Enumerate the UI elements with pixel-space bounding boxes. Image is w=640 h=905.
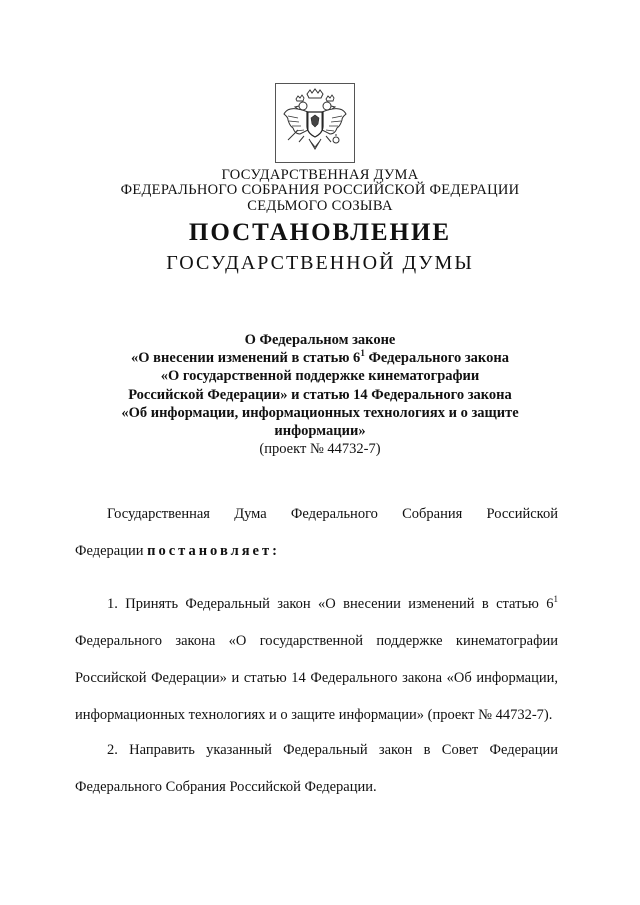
coat-of-arms-icon bbox=[275, 83, 355, 163]
law-title-line-5: «Об информации, информационных технологиях и о защите bbox=[121, 404, 519, 421]
header-duma: ГОСУДАРСТВЕННАЯ ДУМА bbox=[221, 167, 419, 183]
postanovlyaet-word: постановляет: bbox=[147, 543, 280, 559]
law-title-line-1: О Федеральном законе bbox=[244, 332, 396, 348]
item-1-line-1: 1. Принять Федеральный закон «О внесении изменений в статью $6^1$ bbox=[107, 594, 558, 612]
law-title-line-4: Российской Федерации» и статью 14 Федерального закона bbox=[128, 386, 512, 403]
preamble-paragraph bbox=[75, 506, 558, 580]
law-title-line-3: «О государственной поддержке кинематографии bbox=[160, 368, 480, 385]
item-1-line-3: Российской Федерации» и статью 14 Федерального закона «Об информации, bbox=[75, 670, 558, 686]
document-title: ПОСТАНОВЛЕНИЕ bbox=[188, 219, 452, 246]
header-federal-assembly: ФЕДЕРАЛЬНОГО СОБРАНИЯ РОССИЙСКОЙ ФЕДЕРАЦИИ bbox=[120, 182, 520, 198]
project-number: (проект № 44732-7) bbox=[259, 441, 381, 458]
item-1-line-4: информационных технологиях и о защите информации» (проект № 44732-7). bbox=[75, 707, 553, 723]
item-2-paragraph bbox=[75, 742, 558, 816]
item-2-line-1: 2. Направить указанный Федеральный закон в Совет Федерации bbox=[107, 742, 558, 758]
law-title-line-6: информации» bbox=[274, 423, 366, 440]
header-convocation: СЕДЬМОГО СОЗЫВА bbox=[247, 198, 393, 214]
item-1-line-2: Федерального закона «О государственной поддержке кинематографии bbox=[75, 633, 558, 649]
law-title-line-2: «О внесении изменений в статью $6^1$ Федерального закона bbox=[131, 348, 509, 367]
item-2-line-2: Федерального Собрания Российской Федерации. bbox=[75, 779, 377, 795]
law-title-block bbox=[0, 331, 640, 458]
preamble-line-1: Государственная Дума Федерального Собрания Российской bbox=[107, 506, 558, 522]
item-1-paragraph bbox=[75, 596, 558, 744]
document-subtitle: ГОСУДАРСТВЕННОЙ ДУМЫ bbox=[166, 252, 474, 274]
preamble-line-2: Федерации постановляет: bbox=[75, 543, 280, 559]
